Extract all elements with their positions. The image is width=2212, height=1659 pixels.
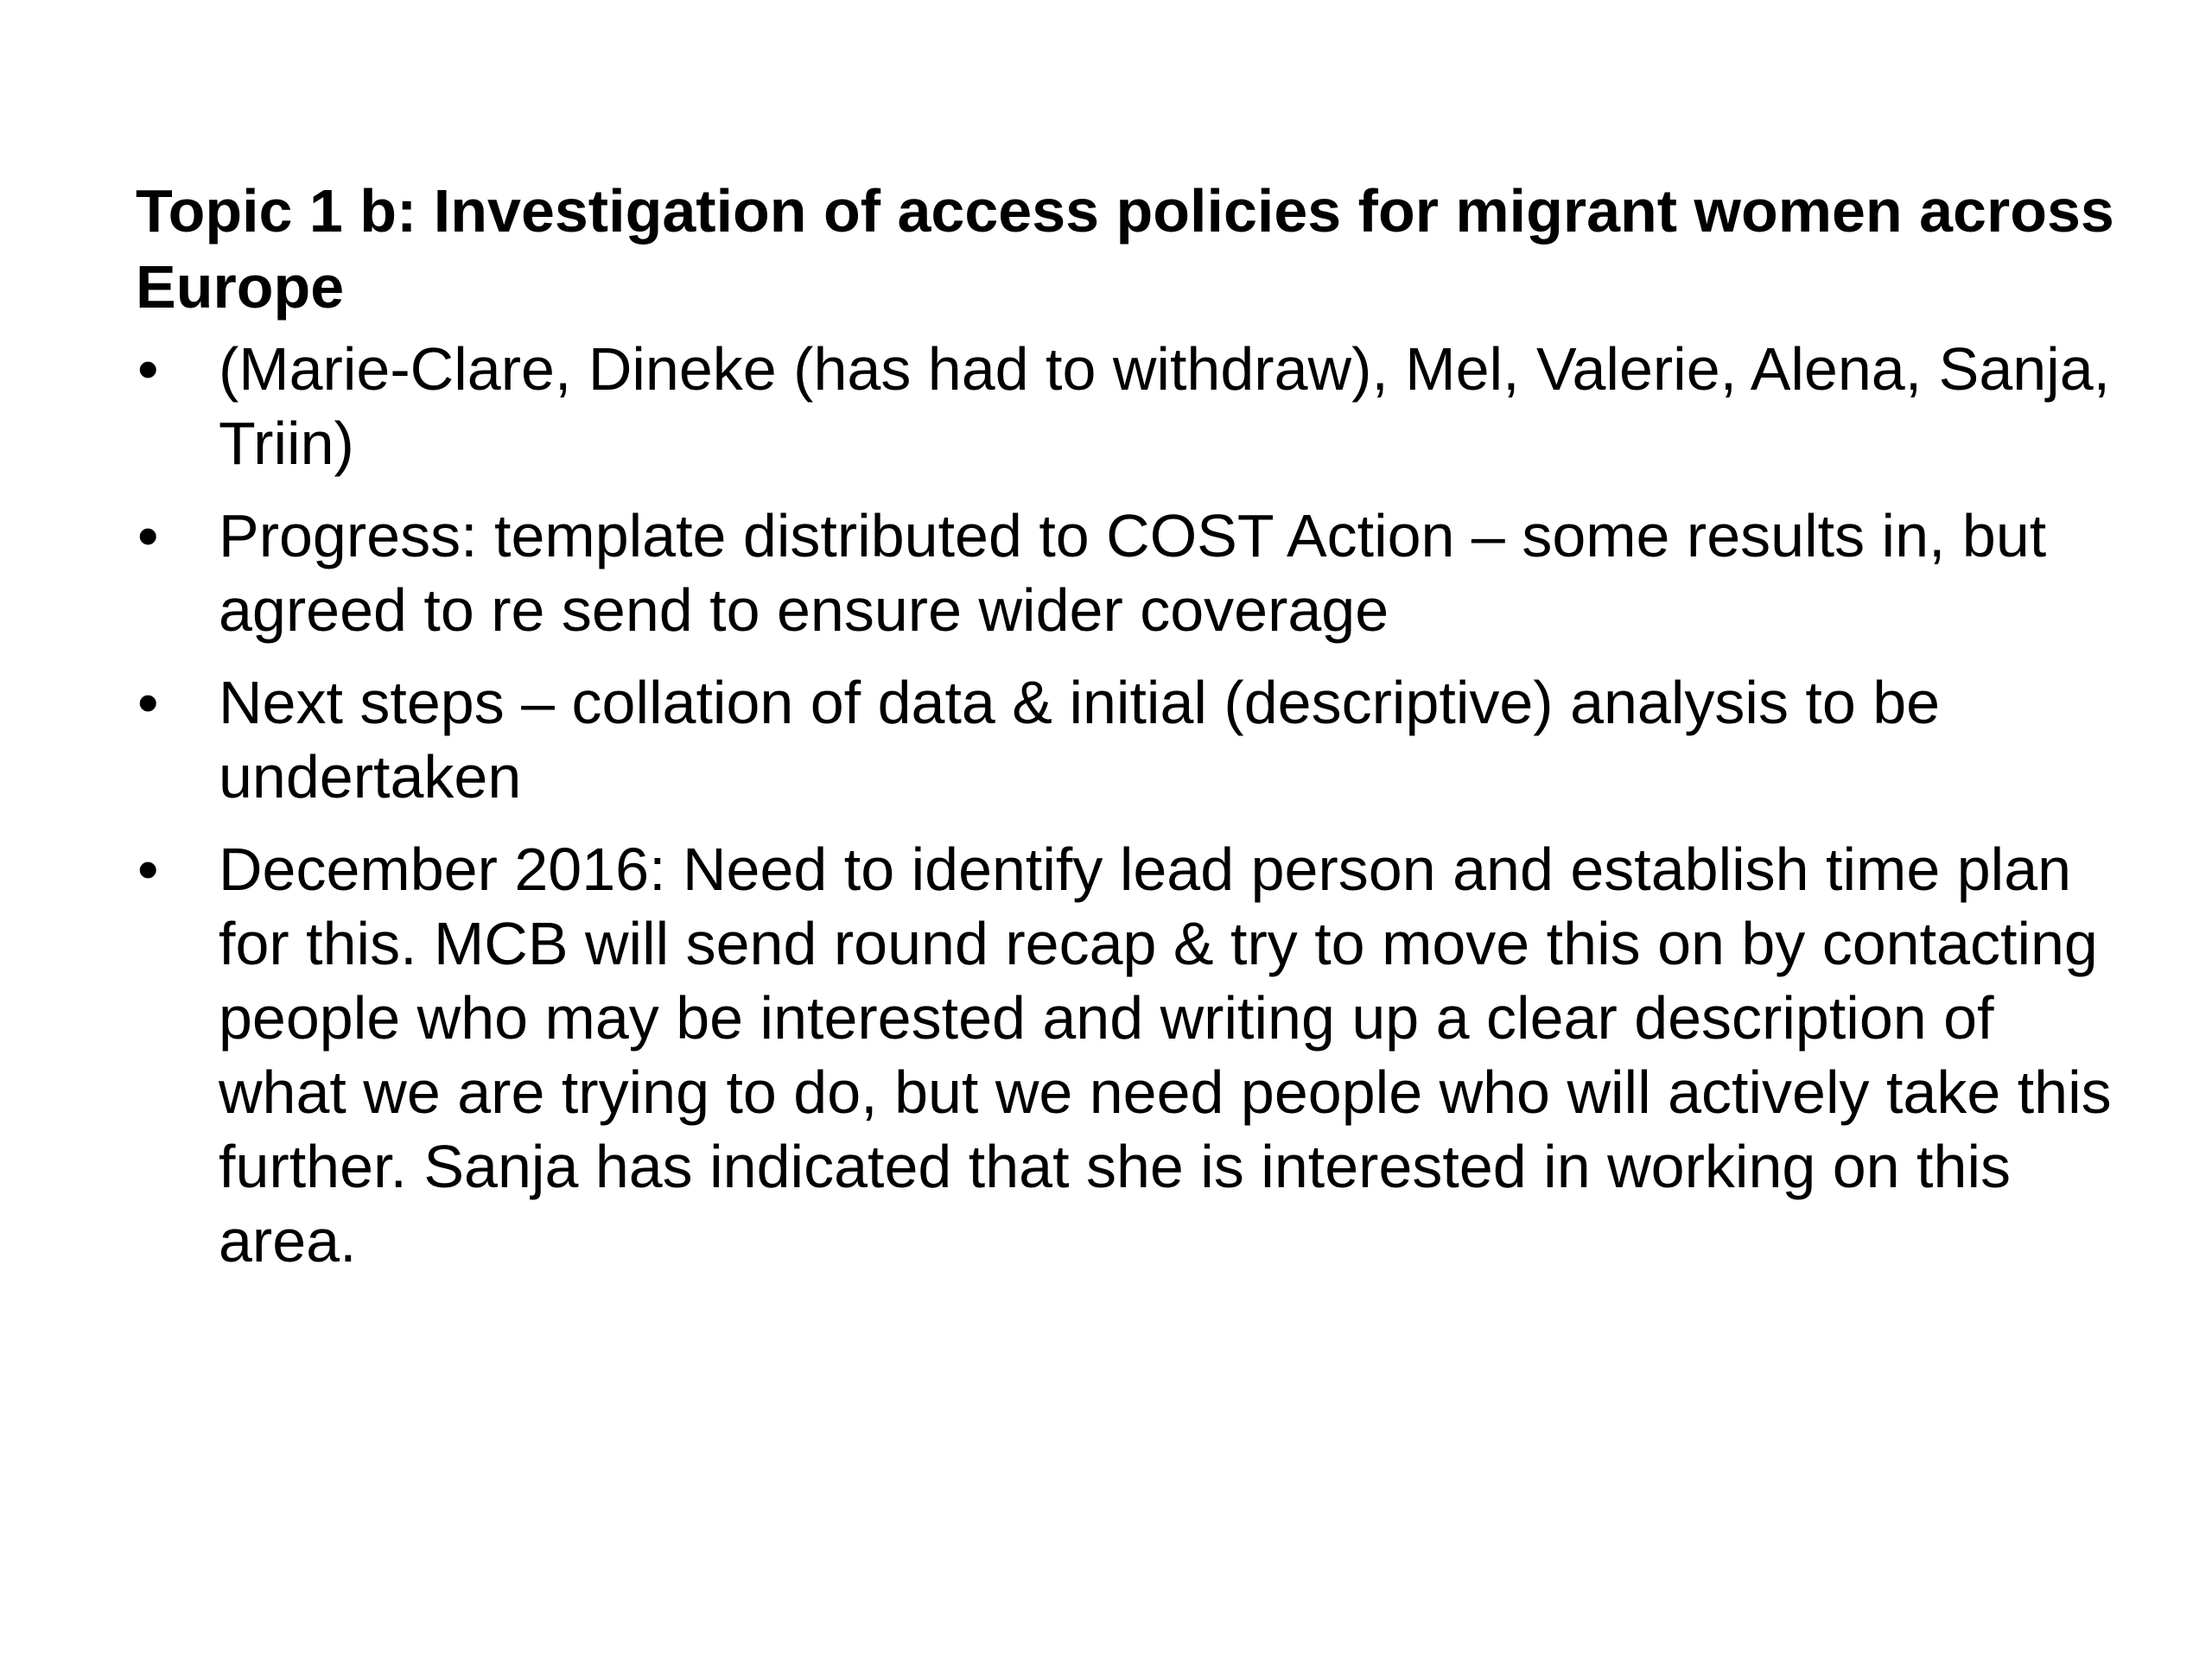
bullet-marker: • xyxy=(137,836,159,903)
bullet-marker: • xyxy=(137,669,159,736)
bullet-text-next-steps: Next steps – collation of data & initial (descriptive) analysis to be undertaken xyxy=(219,669,1941,810)
bullet-marker: • xyxy=(137,335,159,403)
bullet-text-december-2016: December 2016: Need to identify lead person and establish time plan for this. MCB will send round recap & try to move this on by contacting people who may be interested and writing up a clear description of what we are trying to do, but we need people who will actively take this further. Sanja has indicated that she is interested in working on this area. xyxy=(219,836,2112,1274)
list-item xyxy=(136,665,2123,814)
slide-content xyxy=(136,173,2123,1296)
bullet-list xyxy=(136,332,2123,1278)
list-item xyxy=(136,332,2123,480)
slide-title: Topic 1 b: Investigation of access policies for migrant women across Europe xyxy=(136,177,2114,321)
list-item xyxy=(136,499,2123,647)
bullet-marker: • xyxy=(137,502,159,569)
bullet-text-members: (Marie-Clare, Dineke (has had to withdraw), Mel, Valerie, Alena, Sanja, Triin) xyxy=(219,335,2111,477)
list-item xyxy=(136,832,2123,1278)
bullet-text-progress: Progress: template distributed to COST Action – some results in, but agreed to re send to ensure wider coverage xyxy=(219,502,2047,644)
